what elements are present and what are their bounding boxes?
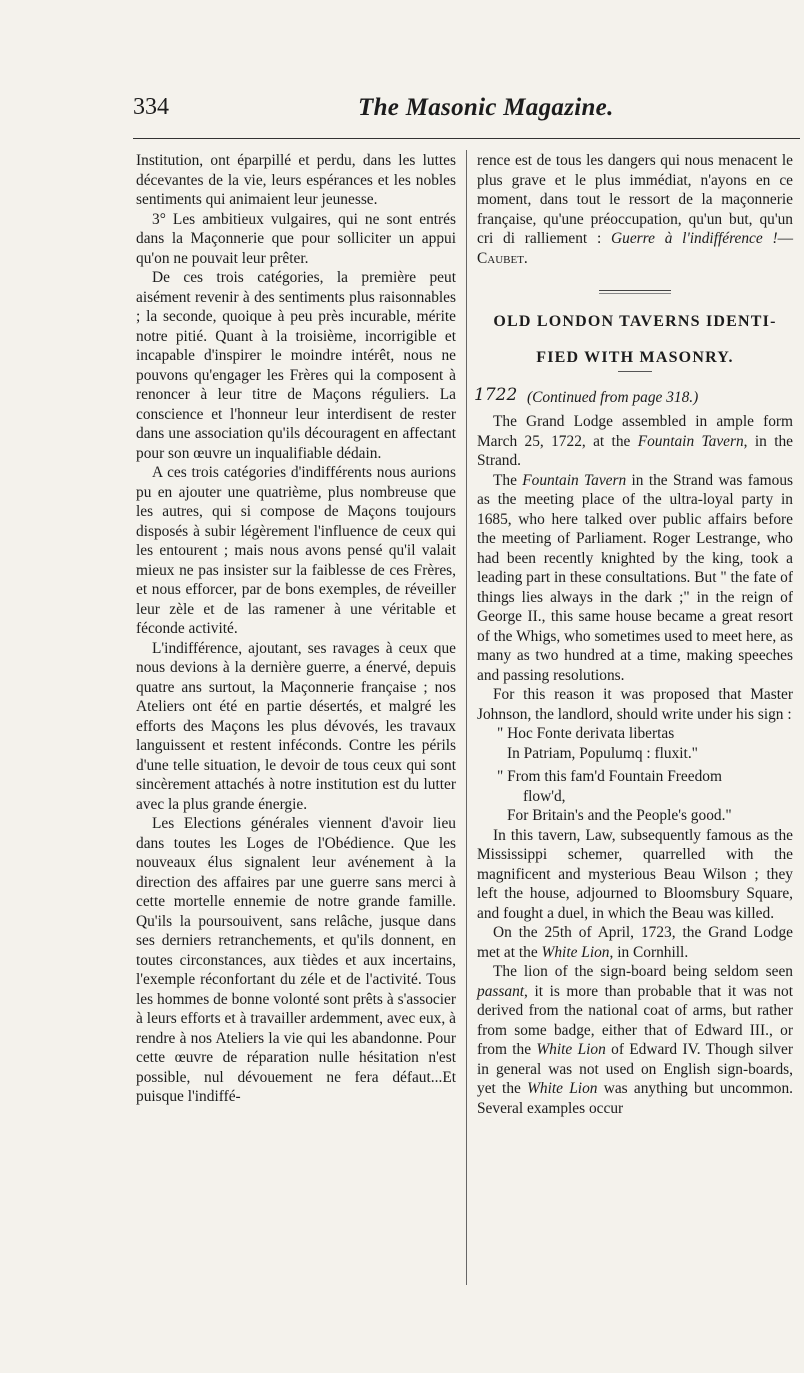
paragraph: De ces trois catégories, la première peut aisément revenir à des sentiments plus raisonnables ; la seconde, quoique à peu près incurable, mérite notre pitié. Quant à la troisième, incorrigible et incapable d'inspirer le moindre intérêt, nous ne pouvons qu'engager les Frères qui la composent à renoncer à leur titre de Maçons réguliers. La conscience et l'honneur leur interdisent de rester dans une association qu'ils découragent en affectant pour son œuvre un inqualifiable dédain. bbox=[136, 269, 456, 462]
title-rule bbox=[618, 371, 652, 372]
continued-note: (Continued from page 318.) bbox=[527, 389, 699, 406]
year-line bbox=[474, 385, 793, 410]
column-divider bbox=[466, 150, 467, 1285]
text-run: in the Strand was famous as the meeting place of the ultra-loyal party in 1685, who here talked over public affairs before the meeting of Parliament. Roger Lestrange, who had been recently knighted by the king, took a leading part in these consultations. But " the fate of things lies always in the dark ;" in the reign of George II., this same house became a great resort of the Whigs, who sometimes used to meet here, as many as two hundred at a time, making speeches and passing resolutions. bbox=[477, 471, 794, 684]
text-run: was anything but uncommon. Several examples occur bbox=[477, 1080, 793, 1117]
italic-run: White Lion bbox=[541, 943, 610, 961]
page-header bbox=[133, 94, 800, 128]
left-column bbox=[136, 151, 456, 1107]
paragraph: 3° Les ambitieux vulgaires, qui ne sont entrés dans la Maçonnerie que pour solliciter un appui qu'on ne pouvait leur prêter. bbox=[136, 210, 456, 267]
verse-line: For Britain's and the People's good." bbox=[507, 807, 732, 824]
verse bbox=[477, 724, 793, 763]
text-run: The lion of the sign-board being seldom seen bbox=[493, 963, 793, 980]
handwritten-year-note: 1722 bbox=[474, 385, 518, 405]
italic-run: Fountain Tavern bbox=[522, 471, 627, 489]
article-title-line: OLD LONDON TAVERNS IDENTI- bbox=[493, 313, 777, 330]
article-title-line: FIED WITH MASONRY. bbox=[536, 349, 734, 366]
paragraph: A ces trois catégories d'indifférents nous aurions pu en ajouter une quatrième, plus nombreuse que les autres, qui si compose de Maçons toujours disposés à subir légèrement l'influence de ceux qui les entourent ; mais nous avons pensé qu'il valait mieux ne pas insister sur la faiblesse de ces Frères, et nous efforcer, par de bons exemples, de réveiller leur zèle et de las ramener à une véritable et féconde activité. bbox=[136, 464, 456, 637]
paragraph: In this tavern, Law, subsequently famous as the Mississippi schemer, quarrelled with the magnificent and mysterious Beau Wilson ; they left the house, adjourned to Bloomsbury Square, and fought a duel, in which the Beau was killed. bbox=[477, 826, 793, 922]
verse bbox=[477, 767, 793, 826]
verse-line: " Hoc Fonte derivata libertas bbox=[497, 725, 675, 742]
text-run: On the 25th of April, 1723, the Grand Lodge met at the bbox=[477, 924, 793, 961]
text-run: , in the Strand. bbox=[477, 432, 793, 469]
article-title bbox=[477, 312, 793, 368]
italic-run: White Lion bbox=[527, 1080, 598, 1097]
text-run: rence est de tous les dangers qui nous menacent le plus grave et le plus immédiat, n'ayons en ce moment, dans tout le ressort de la maçonnerie française, qu'une préoccupation, qu'un but, qu'un cri di ralliement : bbox=[477, 152, 793, 247]
paragraph: Institution, ont éparpillé et perdu, dans les luttes décevantes de la vie, leurs espérances et les nobles sentiments qui animaient leur jeunesse. bbox=[136, 152, 456, 208]
italic-run: White Lion bbox=[536, 1041, 606, 1058]
author-signature: — Caubet. bbox=[477, 230, 793, 267]
paragraph: For this reason it was proposed that Master Johnson, the landlord, should write under his sign : bbox=[477, 686, 793, 723]
italic-run: Guerre à l'indifférence ! bbox=[611, 230, 778, 247]
section-ornament bbox=[599, 290, 671, 294]
page-number: 334 bbox=[133, 94, 169, 120]
header-rule bbox=[133, 138, 800, 139]
paragraph: Les Elections générales viennent d'avoir lieu dans toutes les Loges de l'Obédience. Que les nouveaux élus signalent leur avénement à la direction des affaires par une guerre sans merci à cette mortelle ennemie de notre grande famille. Qu'ils la poursouivent, sans relâche, jusque dans ses derniers retranchements, et qu'ils donnent, en toutes circonstances, aux tièdes et aux incertains, l'exemple réconfortant du zéle et de l'activité. Tous les hommes de bonne volonté sont prêts à s'associer à leurs efforts et à travailler ardemment, avec eux, à rendre à nos Ateliers la vie qui les abandonne. Pour cette œuvre de réparation nulle hésitation n'est possible, nul dévouement ne fera défaut...Et puisque l'indiffé- bbox=[136, 815, 456, 1105]
text-run: , in Cornhill. bbox=[609, 943, 689, 961]
italic-run: passant bbox=[477, 982, 525, 1000]
text-run: of Edward IV. Though silver in general was not used on English sign-boards, yet the bbox=[477, 1041, 793, 1097]
verse-line: flow'd, bbox=[523, 787, 566, 805]
paragraph bbox=[477, 471, 793, 686]
italic-run: Fountain Tavern bbox=[637, 432, 744, 450]
right-column bbox=[474, 151, 794, 1118]
verse-line: In Patriam, Populumq : fluxit." bbox=[507, 744, 698, 762]
running-title: The Masonic Magazine. bbox=[358, 94, 614, 121]
paragraph bbox=[477, 962, 793, 1118]
verse-line: " From this fam'd Fountain Freedom bbox=[497, 768, 722, 785]
paragraph bbox=[477, 151, 793, 268]
paragraph bbox=[477, 923, 793, 962]
text-run: , it is more than probable that it was not derived from the national coat of arms, but rather from some badge, either that of Edward III., or from the bbox=[477, 982, 793, 1058]
paragraph: L'indifférence, ajoutant, ses ravages à ceux que nous devions à la dernière guerre, a énervé, depuis quatre ans surtout, la Maçonnerie française ; nos Ateliers ont été en partie désertés, et malgré les efforts des Maçons les plus dévovés, les travaux languissent et restent inféconds. Contre les périls d'une telle situation, le devoir de tous ceux qui sont sincèrement attachés à notre institution est du lutter avec la plus grande énergie. bbox=[136, 639, 456, 813]
text-run: The bbox=[493, 471, 523, 489]
paragraph bbox=[477, 412, 793, 471]
text-run: The Grand Lodge assembled in ample form March 25, 1722, at the bbox=[477, 413, 793, 450]
